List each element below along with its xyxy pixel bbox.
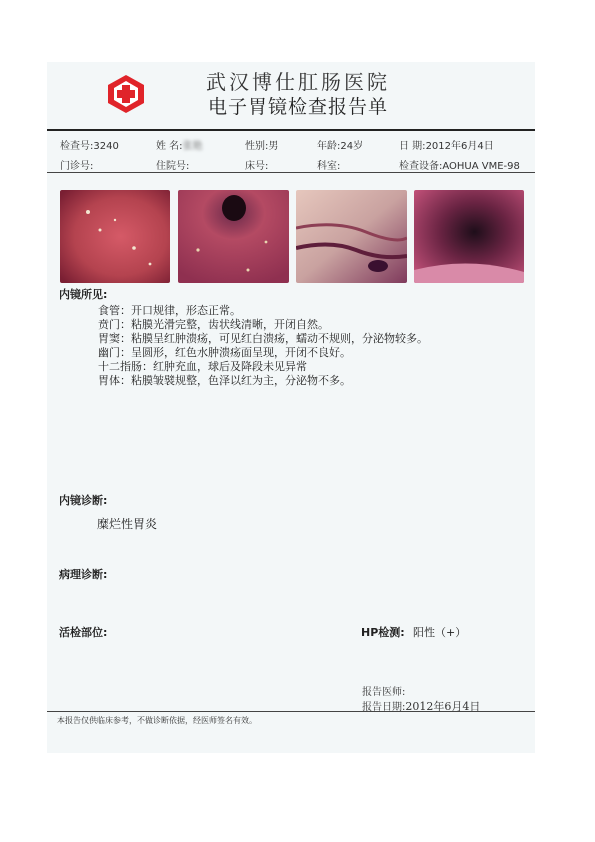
patient-name-value: 张艳 [182,141,203,152]
device-value: AOHUA VME-98 [442,161,520,172]
biopsy-label: 活检部位: [59,626,108,639]
hospital-name: 武汉博仕肛肠医院 [206,70,390,94]
department-label: 科室: [317,161,341,172]
findings-label: 内镜所见: [59,288,108,301]
gender-field [245,137,278,152]
endoscopy-image-3 [296,190,407,283]
exam-no-value: 3240 [93,141,119,152]
footer-divider [47,711,535,712]
disclaimer-text: 本报告仅供临床参考，不做诊断依据，经医师签名有效。 [57,716,257,725]
patient-name-label: 姓 名: [156,141,183,152]
endoscopy-image-1 [60,190,170,283]
finding-gastric-body: 胃体：粘膜皱襞规整，色泽以红为主，分泌物不多。 [98,374,351,387]
outpatient-no-label: 门诊号: [60,161,94,172]
age-value: 24岁 [340,141,364,152]
patient-name-field [156,137,203,152]
info-divider [47,172,535,173]
exam-date-label: 日 期: [399,141,426,152]
exam-date-value: 2012年6月4日 [425,141,494,152]
report-date-value: 2012年6月4日 [405,700,481,713]
gender-label: 性别: [245,141,269,152]
finding-antrum: 胃窦：粘膜呈红肿溃疡，可见红白溃疡，蠕动不规则，分泌物较多。 [98,332,428,345]
exam-no-label: 检查号: [60,141,94,152]
gender-value: 男 [268,141,279,152]
age-field [317,137,363,152]
pathology-label: 病理诊断: [59,568,108,581]
hp-test-label: HP检测: [361,626,405,639]
finding-cardia: 贲门：粘膜光滑完整，齿状线清晰，开闭自然。 [98,318,329,331]
endoscopy-image-2 [178,190,289,283]
age-label: 年龄: [317,141,341,152]
exam-date-field [399,137,494,152]
endoscopy-image-4 [414,190,524,283]
inpatient-no-label: 住院号: [156,161,190,172]
report-date-label: 报告日期: [362,702,406,713]
hp-test-value: 阳性（+） [413,626,467,639]
device-field [399,157,520,172]
report-doctor-label: 报告医师: [362,687,406,698]
diagnosis-label: 内镜诊断: [59,494,108,507]
bed-no-label: 床号: [245,161,269,172]
diagnosis-value: 糜烂性胃炎 [97,517,158,531]
finding-duodenum: 十二指肠：红肿充血，球后及降段未见异常 [98,360,307,373]
finding-pylorus: 幽门：呈圆形，红色水肿溃疡面呈现，开闭不良好。 [98,346,351,359]
hospital-logo-icon [106,74,146,114]
exam-no-field [60,137,119,152]
report-title: 电子胃镜检查报告单 [207,96,388,118]
device-label: 检查设备: [399,161,443,172]
header-divider [47,129,535,131]
finding-esophagus: 食管：开口规律，形态正常。 [98,304,241,317]
